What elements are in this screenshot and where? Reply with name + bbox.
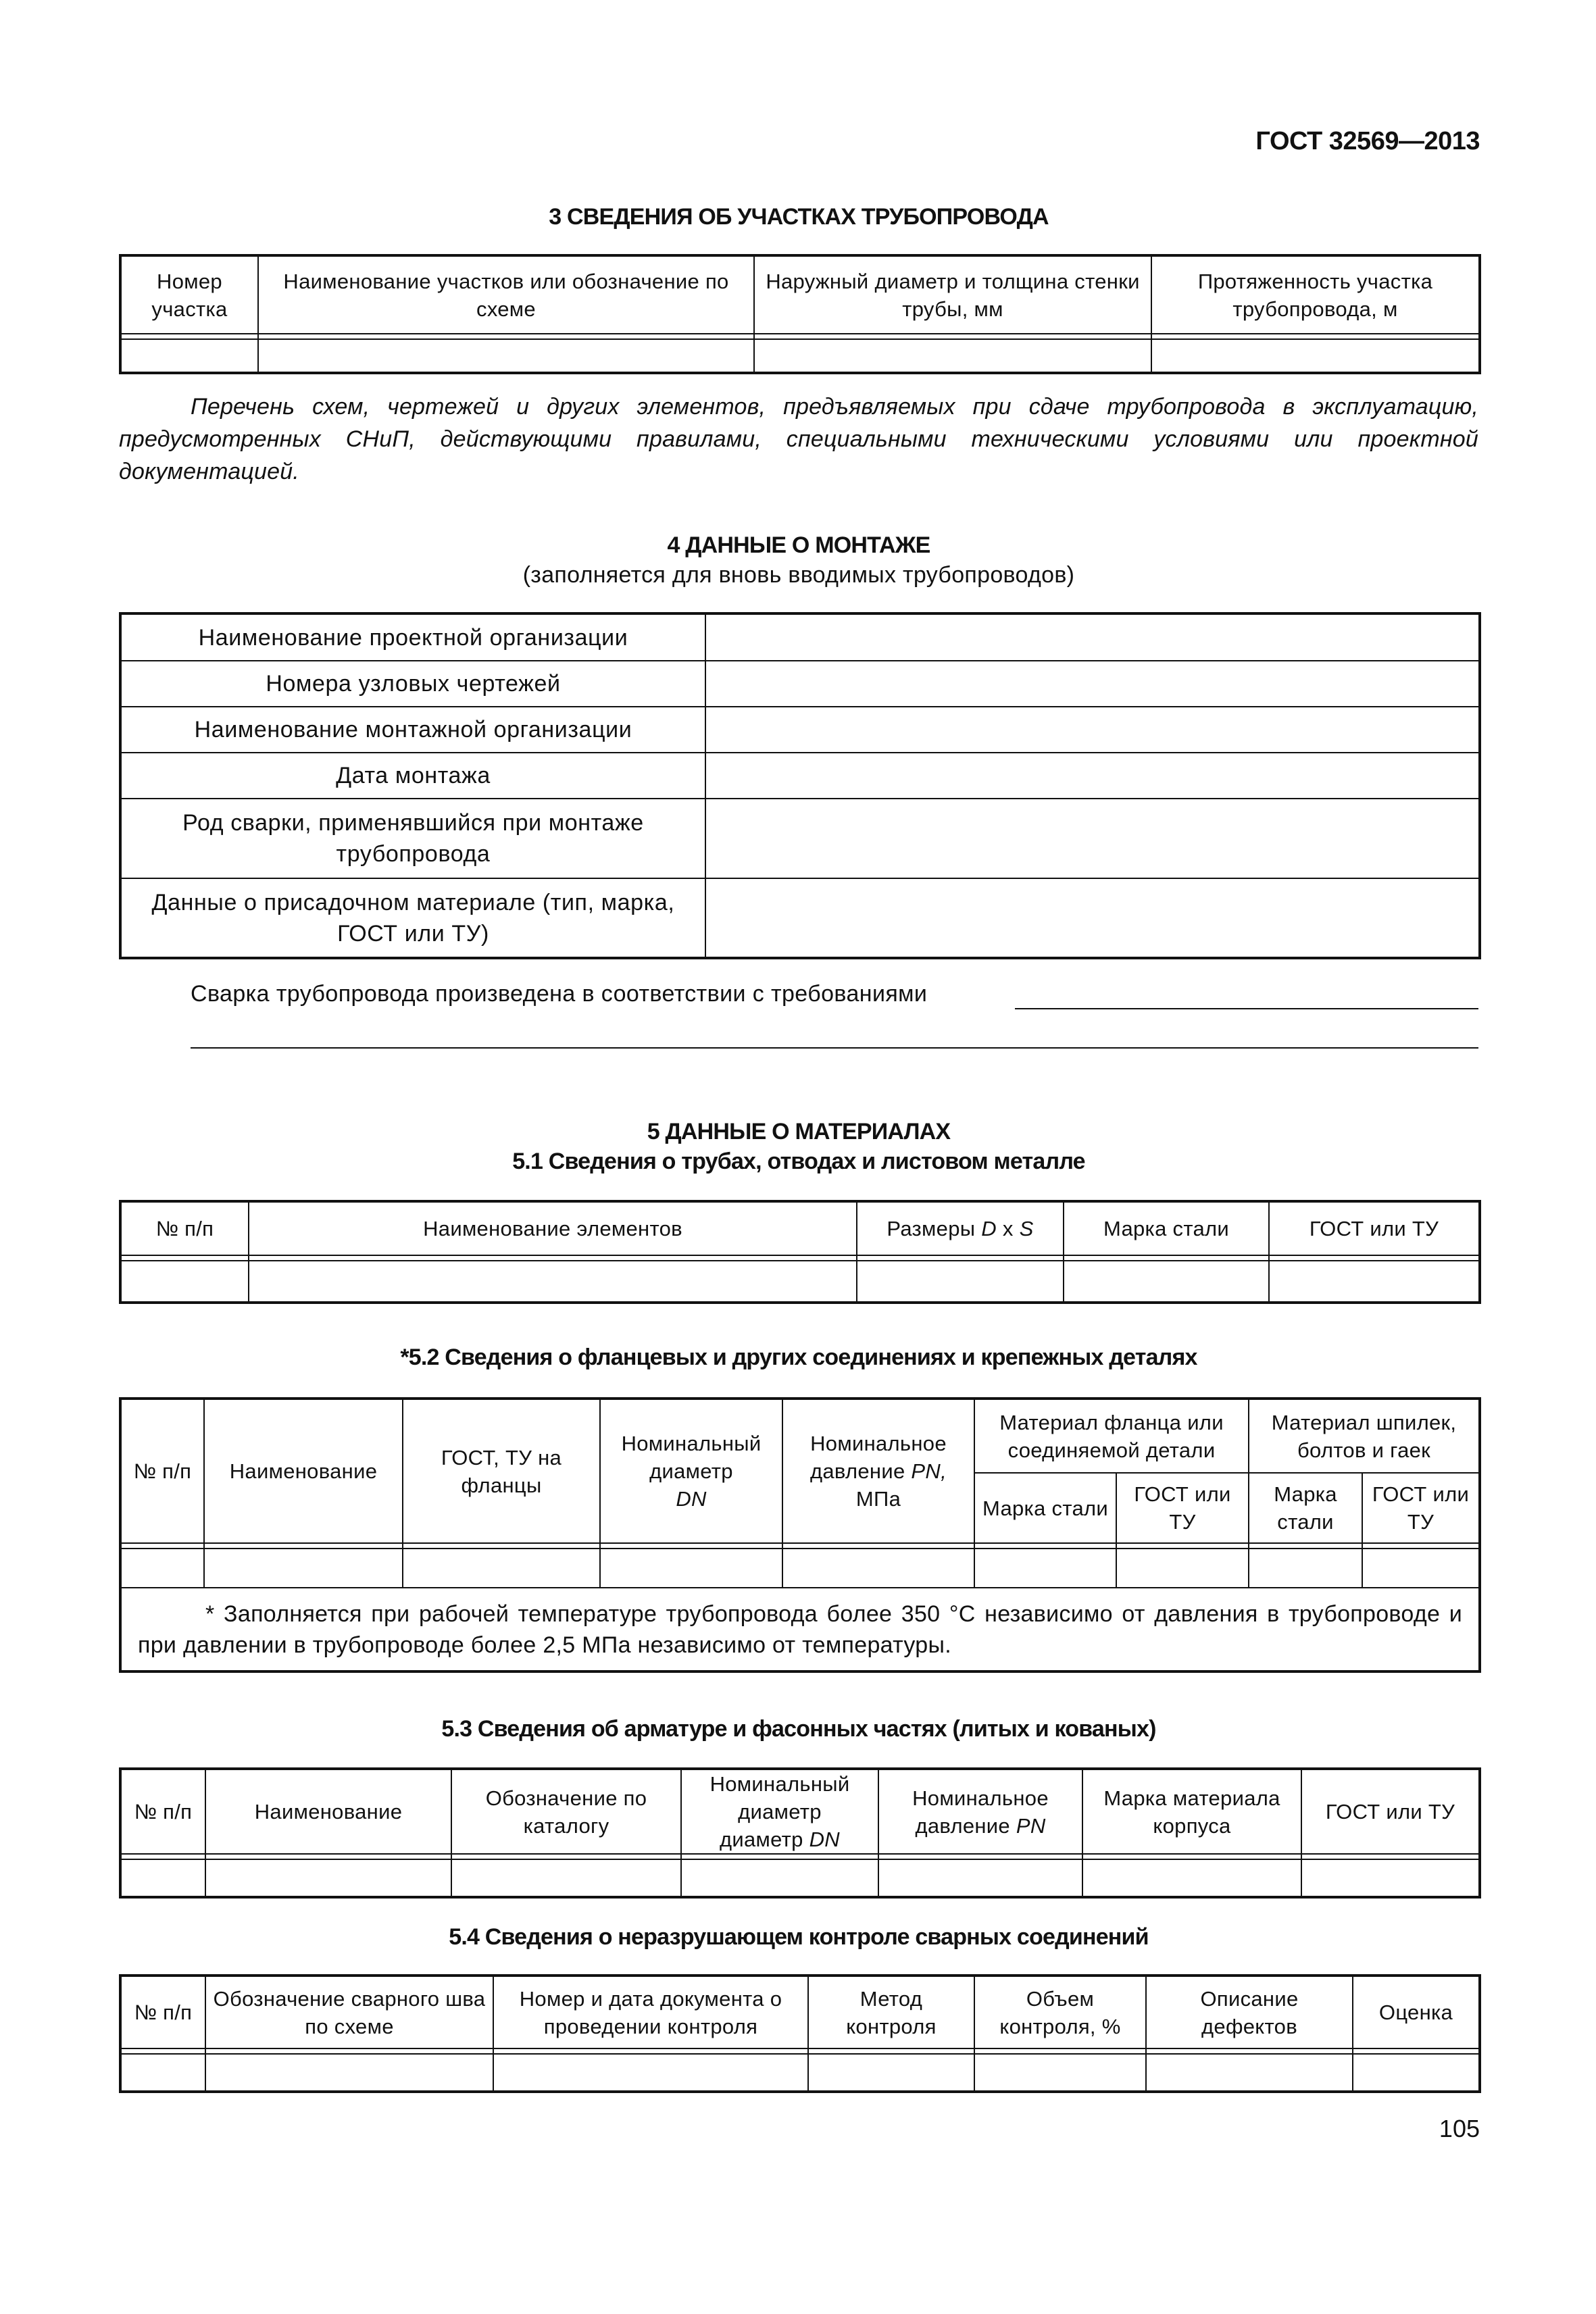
row-label-filler-material: Данные о присадочном материале (тип, марка, ГОСТ или ТУ) [120, 878, 705, 958]
dimension-x-sign: x [1002, 1217, 1014, 1240]
col-header-number: № п/п [120, 1399, 204, 1543]
section-5-3-table [119, 1767, 1481, 1898]
row-label-installation-org: Наименование монтажной организации [120, 707, 705, 753]
col-header-flange-gost: ГОСТ, ТУ на фланцы [403, 1399, 600, 1543]
dimensions-label: Размеры [887, 1217, 976, 1240]
col-header-flange-gost-tu: ГОСТ или ТУ [1116, 1473, 1249, 1543]
pressure-unit: МПа [855, 1487, 901, 1511]
col-group-bolt-material: Материал шпилек, болтов и гаек [1249, 1399, 1480, 1473]
section-5-1-table [119, 1200, 1481, 1304]
col-header-number: № п/п [120, 1976, 205, 2048]
table-row [120, 1859, 1480, 1897]
row-label-design-org: Наименование проектной организации [120, 613, 705, 661]
col-header-diameter: Наружный диаметр и толщина стенки трубы, мм [754, 255, 1151, 334]
col-header-element-name: Наименование элементов [249, 1201, 857, 1255]
col-header-name: Наименование [205, 1769, 451, 1854]
col-header-evaluation: Оценка [1353, 1976, 1480, 2048]
table-row [120, 339, 1480, 373]
pn-symbol: PN [1016, 1813, 1046, 1838]
row-label-installation-date: Дата монтажа [120, 753, 705, 799]
col-header-gost: ГОСТ или ТУ [1301, 1769, 1480, 1854]
pn-symbol: PN, [911, 1459, 947, 1483]
standard-code: ГОСТ 32569—2013 [1255, 127, 1480, 155]
section-4-subtitle: (заполняется для вновь вводимых трубопроводов) [522, 562, 1075, 588]
section-4-title: 4 ДАННЫЕ О МОНТАЖЕ [667, 532, 930, 558]
table-row [120, 1549, 1480, 1588]
section-5-4-table [119, 1974, 1481, 2093]
col-header-nominal-pressure [782, 1399, 974, 1543]
nominal-diameter-label: Номинальный диаметр [621, 1432, 762, 1483]
col-header-bolt-gost-tu: ГОСТ или ТУ [1362, 1473, 1480, 1543]
col-header-length: Протяженность участка трубопровода, м [1151, 255, 1480, 334]
col-header-section-number: Номер участка [120, 255, 258, 334]
col-header-number: № п/п [120, 1201, 249, 1255]
dn-symbol: DN [676, 1487, 707, 1511]
col-header-nominal-diameter [600, 1399, 782, 1543]
row-label-assembly-drawings: Номера узловых чертежей [120, 661, 705, 707]
section-5-3-title: 5.3 Сведения об арматуре и фасонных частях (литых и кованых) [441, 1716, 1156, 1742]
nominal-pressure-label: Номинальное давление [912, 1786, 1049, 1838]
col-header-nominal-diameter [681, 1769, 878, 1854]
col-header-body-material: Марка материала корпуса [1082, 1769, 1301, 1854]
col-header-section-name: Наименование участков или обозначение по схеме [258, 255, 754, 334]
col-header-dimensions [857, 1201, 1064, 1255]
section-5-4-title: 5.4 Сведения о неразрушающем контроле сварных соединений [449, 1924, 1149, 1950]
col-header-gost: ГОСТ или ТУ [1269, 1201, 1480, 1255]
col-header-weld-designation: Обозначение сварного шва по схеме [205, 1976, 493, 2048]
table-row [120, 1261, 1480, 1303]
dn-symbol: DN [809, 1828, 840, 1851]
section-5-2-table [119, 1397, 1481, 1673]
nominal-diameter-label-2: диаметр [719, 1828, 803, 1851]
col-header-catalog-designation: Обозначение по каталогу [451, 1769, 681, 1854]
col-header-control-method: Метод контроля [808, 1976, 974, 2048]
section-4-table [119, 612, 1481, 959]
welding-compliance-note: Сварка трубопровода произведена в соответствии с требованиями [191, 981, 928, 1007]
dimension-s-symbol: S [1019, 1217, 1034, 1240]
nominal-diameter-label: Номинальный диаметр [709, 1772, 850, 1823]
table-row [120, 2054, 1480, 2092]
row-label-welding-type: Род сварки, применявшийся при монтаже трубопровода [120, 799, 705, 878]
col-header-number: № п/п [120, 1769, 205, 1854]
col-group-flange-material: Материал фланца или соединяемой детали [974, 1399, 1249, 1473]
col-header-control-volume: Объем контроля, % [974, 1976, 1146, 2048]
col-header-flange-steel-grade: Марка стали [974, 1473, 1116, 1543]
col-header-steel-grade: Марка стали [1064, 1201, 1269, 1255]
page-number: 105 [1439, 2115, 1480, 2142]
section-5-1-title: 5.1 Сведения о трубах, отводах и листовом металле [512, 1149, 1085, 1174]
nominal-pressure-label: Номинальное давление [810, 1432, 947, 1483]
section-3-table [119, 254, 1481, 374]
section-3-title: 3 СВЕДЕНИЯ ОБ УЧАСТКАХ ТРУБОПРОВОДА [549, 204, 1049, 230]
col-header-bolt-steel-grade: Марка стали [1249, 1473, 1362, 1543]
fill-in-line [1015, 1008, 1478, 1009]
col-header-name: Наименование [204, 1399, 403, 1543]
section-5-title: 5 ДАННЫЕ О МАТЕРИАЛАХ [647, 1119, 951, 1145]
section-5-2-title: *5.2 Сведения о фланцевых и других соединениях и крепежных деталях [400, 1344, 1197, 1370]
col-header-nominal-pressure [878, 1769, 1082, 1854]
fill-in-line [191, 1047, 1478, 1049]
col-header-defect-description: Описание дефектов [1146, 1976, 1353, 2048]
col-header-control-document: Номер и дата документа о проведении контроля [493, 1976, 808, 2048]
section-5-2-footnote: * Заполняется при рабочей температуре трубопровода более 350 °С независимо от давления в трубопроводе и при давлении в трубопроводе более 2,5 МПа независимо от температуры. [120, 1588, 1480, 1671]
schemes-paragraph: Перечень схем, чертежей и других элементов, предъявляемых при сдаче трубопровода в эксплуатацию, предусмотренных СНиП, действующими правилами, специальными техническими условиями или проектной документацией. [119, 394, 1478, 484]
dimension-d-symbol: D [981, 1217, 997, 1240]
